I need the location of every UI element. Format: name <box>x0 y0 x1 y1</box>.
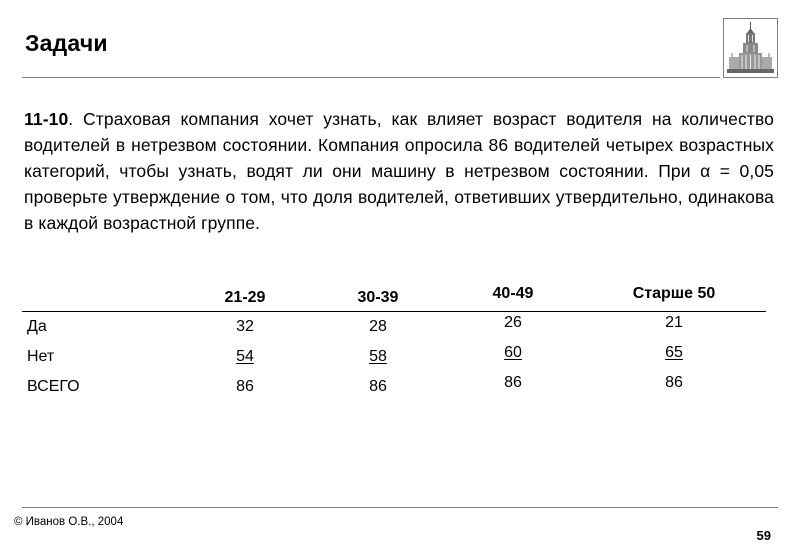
problem-number: 11-10 <box>24 109 69 129</box>
table-cell <box>463 344 563 362</box>
table-cell: 86 <box>504 374 522 391</box>
table-cell <box>328 348 428 366</box>
column-header-21-29: 21-29 <box>224 289 266 306</box>
column-header-40-49: 40-49 <box>492 285 534 302</box>
table-cell <box>604 344 744 362</box>
row-label-yes: Да <box>27 318 47 335</box>
table-cell: 86 <box>369 378 387 395</box>
university-logo <box>723 18 778 78</box>
table-header-rule <box>22 311 766 312</box>
table-cell <box>195 348 295 366</box>
column-header-over-50: Старше 50 <box>632 285 716 302</box>
table-cell: 28 <box>369 318 387 335</box>
problem-text: . Страховая компания хочет узнать, как влияет возраст водителя на количество водителей в нетрезвом состоянии. Компания опросила 86 водителей четырех возрастных категорий, чтобы узнать, водят ли они машину в нетрезвом состоянии. При α = 0,05 проверьте утверждение о том, что доля водителей, ответивших утвердительно, одинакова в каждой возрастной группе. <box>24 109 774 233</box>
table-cell: 86 <box>665 374 683 391</box>
copyright: © Иванов О.В., 2004 <box>14 516 124 528</box>
table-cell: 32 <box>236 318 254 335</box>
row-label-total: ВСЕГО <box>27 378 80 395</box>
slide-title: Задачи <box>25 30 108 56</box>
footer-divider <box>22 507 778 508</box>
table-cell-value: 65 <box>665 344 683 361</box>
table-cell: 86 <box>236 378 254 395</box>
university-building-icon <box>724 19 777 77</box>
table-cell-value: 54 <box>236 348 254 365</box>
table-cell: 26 <box>504 314 522 331</box>
row-label-no: Нет <box>27 348 55 365</box>
problem-statement <box>24 106 774 236</box>
page-number: 59 <box>756 528 771 543</box>
table-cell-value: 58 <box>369 348 387 365</box>
column-header-30-39: 30-39 <box>357 289 399 306</box>
title-divider <box>22 77 720 78</box>
table-cell: 21 <box>665 314 683 331</box>
table-cell-value: 60 <box>504 344 522 361</box>
